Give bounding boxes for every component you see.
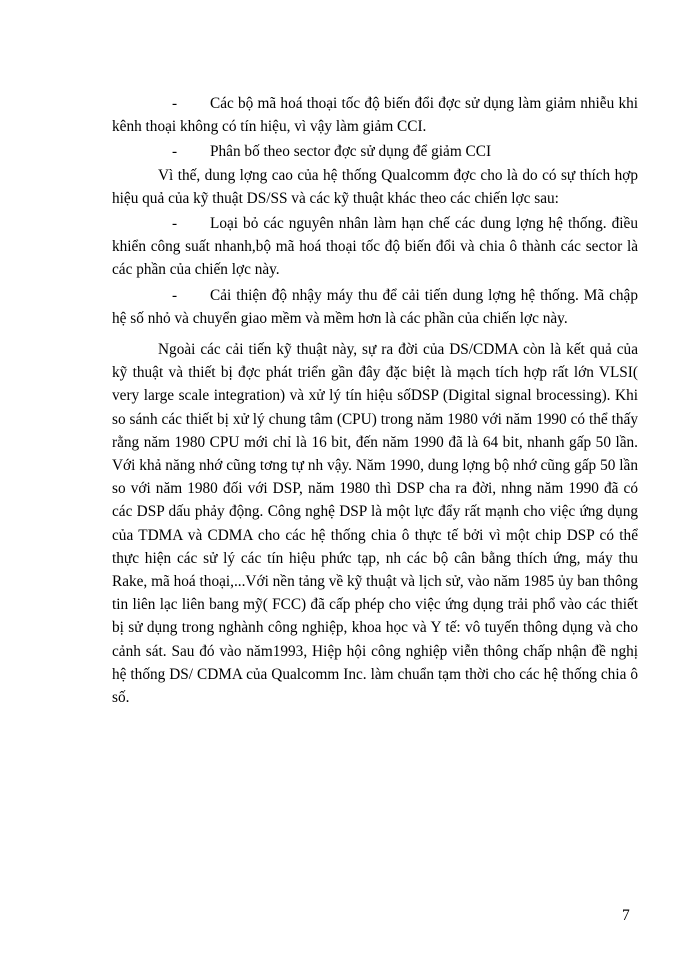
document-body [112, 92, 638, 709]
paragraph-text: Vì thế, dung lợng cao của hệ thống Qualcomm đợc cho là do có sự thích hợp hiệu quả của kỹ thuật DS/SS và các kỹ thuật khác theo các chiến lợc sau: [112, 166, 638, 207]
bullet-dash: - [172, 286, 178, 304]
paragraph-text: Cải thiện độ nhậy máy thu để cải tiến dung lợng hệ thống. Mã chập hệ số nhỏ và chuyển giao mềm và mềm hơn là các phần của chiến lợc này. [112, 286, 638, 327]
bullet-dash: - [172, 215, 178, 233]
paragraph-text: Ngoài các cải tiến kỹ thuật này, sự ra đời của DS/CDMA còn là kết quả của kỹ thuật và thiết bị đợc phát triển gần đây đặc biệt là mạch tích hợp rất lớn VLSI( very large scale integration) và xử lý tín hiệu sốDSP (Digital signal brocessing). Khi so sánh các thiết bị xử lý chung tâm (CPU) trong năm 1980 với năm 1990 có thể thấy rằng năm 1980 CPU mới chỉ là 16 bit, đến năm 1990 đã là 64 bit, nhanh gấp 50 lần. Với khả năng nhớ cũng tơng tự nh vậy. Năm 1990, dung lợng bộ nhớ cũng gấp 50 lần so với năm 1980 đối với DSP, năm 1980 thì DSP cha ra đời, nhng năm 1990 đã có các DSP dấu phảy động. Công nghệ DSP là một lực đẩy rất mạnh cho việc ứng dụng của TDMA và CDMA cho các hệ thống chia ô thực tế bởi vì một chip DSP có thể thực hiện các sử lý các tín hiệu phức tạp, nh các bộ cân bằng thích ứng, máy thu Rake, mã hoá thoại,...Với nền tảng về kỹ thuật và lịch sử, vào năm 1985 ủy ban thông tin liên lạc liên bang mỹ( FCC) đã cấp phép cho việc ứng dụng trải phổ vào các thiết bị sử dụng trong nghành công nghiệp, khoa học và Y tế: vô tuyến thông dụng và cho cảnh sát. Sau đó vào năm1993, Hiệp hội công nghiệp viễn thông chấp nhận đề nghị hệ thống DS/ CDMA của Qualcomm Inc. làm chuẩn tạm thời cho các hệ thống chia ô số. [112, 341, 638, 707]
paragraph-text: Các bộ mã hoá thoại tốc độ biến đổi đợc sử dụng làm giảm nhiễu khi kênh thoại không có tín hiệu, vì vậy làm giảm CCI. [112, 95, 638, 136]
page-number: 7 [622, 907, 630, 924]
paragraph-bullet-sector [112, 140, 638, 163]
paragraph-capacity [112, 164, 638, 210]
paragraph-text: Phân bố theo sector đợc sử dụng để giảm CCI [210, 143, 492, 161]
paragraph-text: Loại bỏ các nguyên nhân làm hạn chế các dung lợng hệ thống. điều khiển công suất nhanh,bộ mã hoá thoại tốc độ biến đổi và chia ô thành các sector là các phần của chiến lợc này. [112, 215, 638, 279]
bullet-dash: - [172, 95, 178, 112]
bullet-dash: - [172, 143, 178, 161]
paragraph-dsp-history [112, 338, 638, 709]
paragraph-bullet-sensitivity [112, 284, 638, 330]
paragraph-bullet-vocoder [112, 92, 638, 138]
paragraph-bullet-remove-limits [112, 212, 638, 282]
